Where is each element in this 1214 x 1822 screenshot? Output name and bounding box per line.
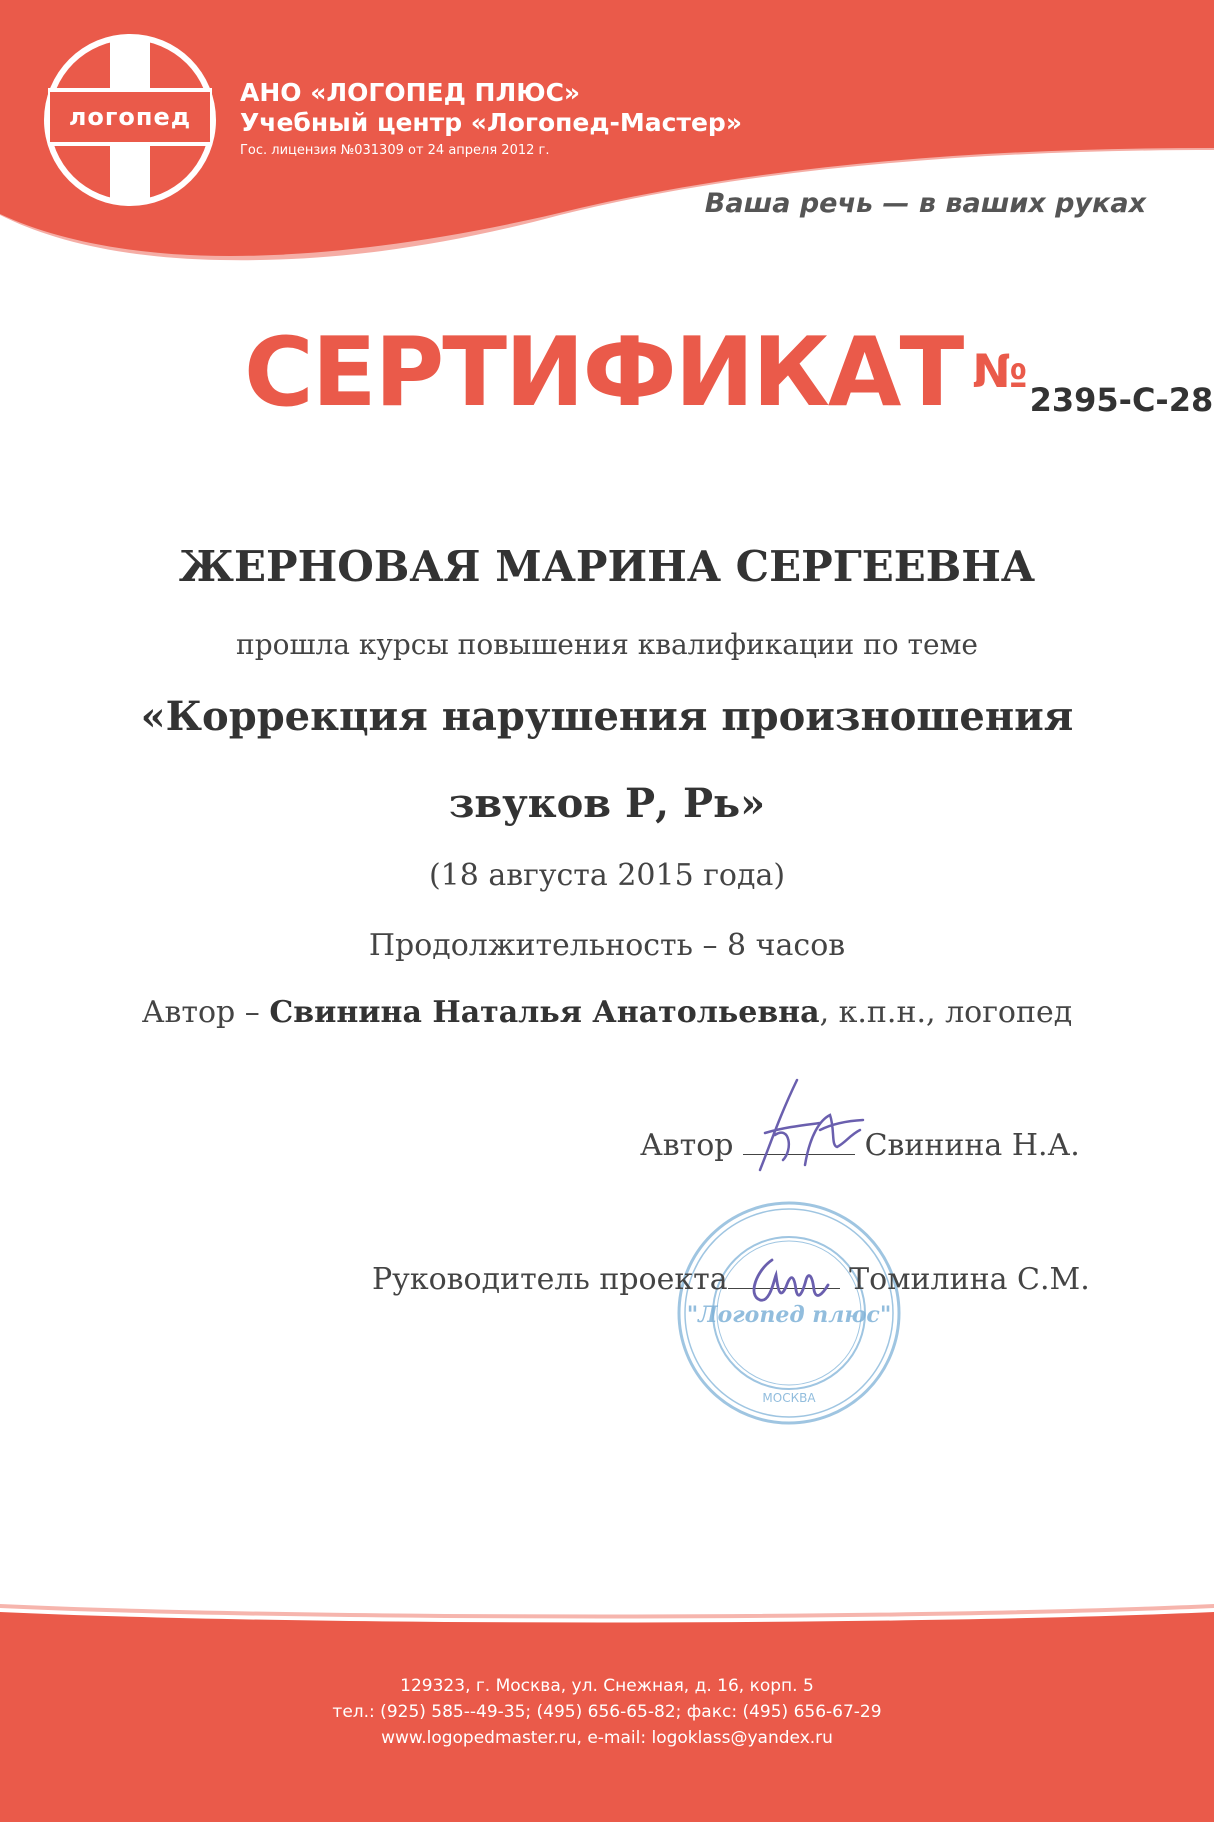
certificate-number: 2395-С-28 bbox=[1029, 381, 1214, 419]
org-name: АНО «ЛОГОПЕД ПЛЮС» bbox=[240, 78, 581, 107]
author-signature-name: Свинина Н.А. bbox=[864, 1128, 1080, 1163]
footer-band-line bbox=[0, 1604, 1214, 1619]
certificate-title: СЕРТИФИКАТ bbox=[244, 318, 963, 428]
manager-signature-label: Руководитель проекта bbox=[372, 1262, 728, 1297]
license-text: Гос. лицензия №031309 от 24 апреля 2012 г. bbox=[240, 143, 550, 158]
manager-signature-row bbox=[372, 1262, 1090, 1297]
manager-signature-name: Томилина С.М. bbox=[849, 1262, 1090, 1297]
course-date: (18 августа 2015 года) bbox=[428, 858, 786, 893]
footer-phones: тел.: (925) 585--49-35; (495) 656-65-82; факс: (495) 656-67-29 bbox=[332, 1702, 882, 1722]
author-handwritten-signature bbox=[735, 1075, 865, 1185]
course-topic-line-1: «Коррекция нарушения произношения bbox=[140, 693, 1074, 740]
footer-contacts bbox=[0, 1673, 1214, 1751]
course-author bbox=[0, 995, 1214, 1030]
footer-address: 129323, г. Москва, ул. Снежная, д. 16, корп. 5 bbox=[400, 1676, 814, 1696]
footer-web: www.logopedmaster.ru, e-mail: logoklass@yandex.ru bbox=[381, 1728, 833, 1748]
logo-text: логопед bbox=[68, 103, 192, 131]
course-topic-line-2: звуков Р, Рь» bbox=[448, 780, 766, 827]
certificate-heading bbox=[244, 318, 1213, 428]
number-sign: № bbox=[972, 344, 1028, 398]
author-prefix: Автор – bbox=[141, 995, 260, 1030]
center-name: Учебный центр «Логопед-Мастер» bbox=[240, 108, 742, 137]
recipient-name: ЖЕРНОВАЯ МАРИНА СЕРГЕЕВНА bbox=[178, 542, 1036, 591]
slogan: Ваша речь — в ваших руках bbox=[704, 188, 1146, 219]
header-organization bbox=[240, 78, 742, 138]
author-signature-label: Автор bbox=[640, 1128, 734, 1163]
author-credentials: , к.п.н., логопед bbox=[819, 995, 1073, 1030]
manager-handwritten-signature bbox=[742, 1245, 842, 1315]
passed-text: прошла курсы повышения квалификации по теме bbox=[236, 628, 978, 661]
author-full-name: Свинина Наталья Анатольевна bbox=[269, 995, 820, 1030]
course-duration: Продолжительность – 8 часов bbox=[368, 928, 846, 963]
stamp-bottom-text: МОСКВА bbox=[762, 1391, 816, 1405]
stamp-center-text: "Логопед плюс" bbox=[686, 1302, 892, 1328]
